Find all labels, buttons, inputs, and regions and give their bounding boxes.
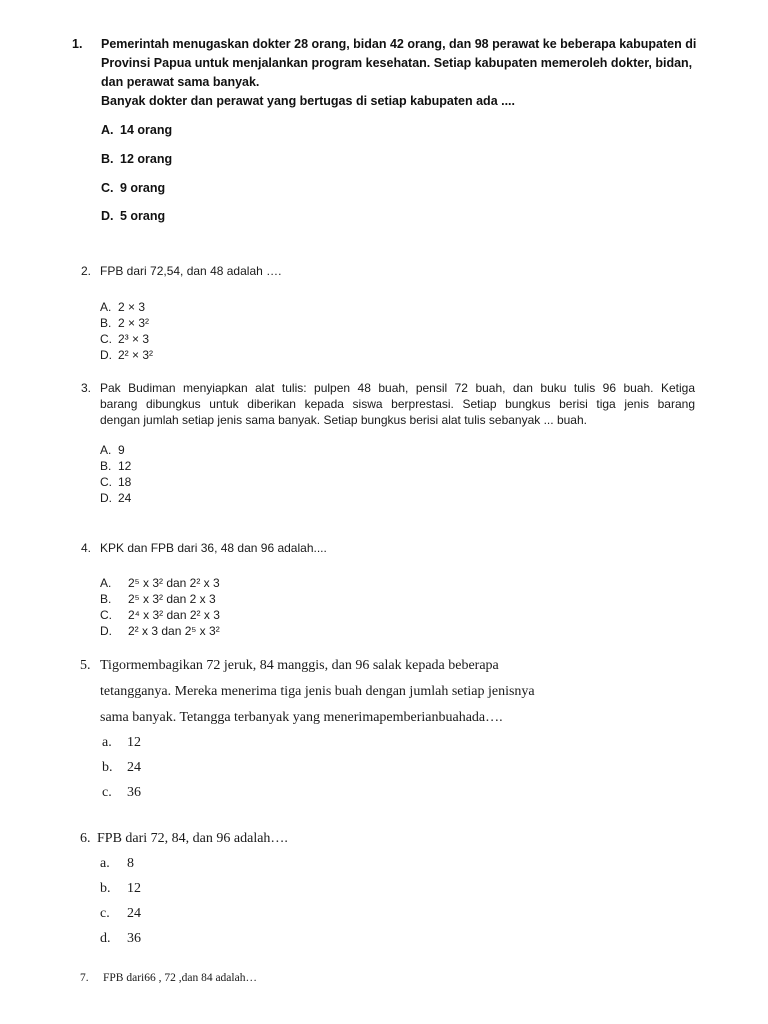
option-letter: D. [100,348,112,362]
option-text: 12 [118,459,132,473]
question-text-line: Tigormembagikan 72 jeruk, 84 manggis, dan 96 salak kepada beberapa [100,658,499,673]
question-text-line: tetangganya. Mereka menerima tiga jenis buah dengan jumlah setiap jenisnya [100,684,535,699]
question-number: 7. [80,972,89,984]
question-text-line: Pak Budiman menyiapkan alat tulis: pulpen 48 buah, pensil 72 buah, dan buku tulis 96 buah. Ketiga [100,381,695,395]
option-text: 14 orang [120,123,173,137]
option-text: 2⁵ x 3² dan 2 x 3 [128,592,216,606]
option-text: 36 [127,931,141,946]
option-text: 8 [127,856,134,871]
option-text: 9 [118,443,125,457]
option-letter: A. [100,576,112,590]
option-letter: A. [100,300,112,314]
option-text: 36 [127,785,141,800]
question-text: FPB dari 72, 84, dan 96 adalah…. [97,831,288,846]
option-text: 24 [127,906,141,921]
option-letter: D. [100,491,112,505]
question-number: 4. [81,541,92,555]
option-letter: b. [100,881,111,896]
option-letter: D. [101,209,114,223]
question-text-line: dan perawat sama banyak. [101,75,260,89]
question-number: 6. [80,831,91,846]
question-text-line: dengan jumlah setiap jenis sama banyak. Setiap bungkus berisi alat tulis sebanyak ... buah. [100,413,587,427]
option-letter: C. [100,475,112,489]
option-text: 2 × 3² [118,316,150,330]
option-letter: C. [100,608,112,622]
option-letter: C. [100,332,112,346]
option-letter: B. [100,316,112,330]
question-number: 5. [80,658,91,673]
question-text-line: barang dibungkus untuk diberikan kepada siswa berprestasi. Setiap bungkus berisi tiga jenis barang [100,397,695,411]
question-text: FPB dari66 , 72 ,dan 84 adalah… [103,972,257,984]
question-text-line: Provinsi Papua untuk menjalankan program kesehatan. Setiap kabupaten memeroleh dokter, bidan, [101,56,693,70]
option-letter: B. [100,592,112,606]
option-letter: c. [102,785,112,800]
option-letter: c. [100,906,110,921]
option-letter: B. [100,459,112,473]
option-text: 18 [118,475,132,489]
option-letter: a. [102,735,112,750]
question-text-line: sama banyak. Tetangga terbanyak yang menerimapemberianbuahada…. [100,710,503,725]
option-text: 2⁴ x 3² dan 2² x 3 [128,608,220,622]
option-text: 2² x 3 dan 2⁵ x 3² [128,624,220,638]
option-letter: A. [100,443,112,457]
question-text: FPB dari 72,54, dan 48 adalah …. [100,264,282,278]
option-text: 12 [127,735,141,750]
question-text-line: Banyak dokter dan perawat yang bertugas di setiap kabupaten ada .... [101,94,516,108]
option-text: 5 orang [120,209,166,223]
option-letter: d. [100,931,111,946]
option-text: 12 orang [120,152,173,166]
option-letter: b. [102,760,113,775]
question-number: 1. [72,37,83,51]
option-letter: D. [100,624,112,638]
option-letter: a. [100,856,110,871]
option-text: 9 orang [120,181,166,195]
question-text: KPK dan FPB dari 36, 48 dan 96 adalah.... [100,541,327,555]
option-text: 24 [118,491,132,505]
option-text: 2² × 3² [118,348,154,362]
option-letter: B. [101,152,114,166]
option-letter: A. [101,123,114,137]
question-number: 2. [81,264,92,278]
option-text: 2⁵ x 3² dan 2² x 3 [128,576,220,590]
option-letter: C. [101,181,114,195]
question-number: 3. [81,381,92,395]
option-text: 12 [127,881,141,896]
option-text: 2 × 3 [118,300,146,314]
option-text: 24 [127,760,141,775]
question-text-line: Pemerintah menugaskan dokter 28 orang, bidan 42 orang, dan 98 perawat ke beberapa kabupaten di [101,37,697,51]
option-text: 2³ × 3 [118,332,150,346]
